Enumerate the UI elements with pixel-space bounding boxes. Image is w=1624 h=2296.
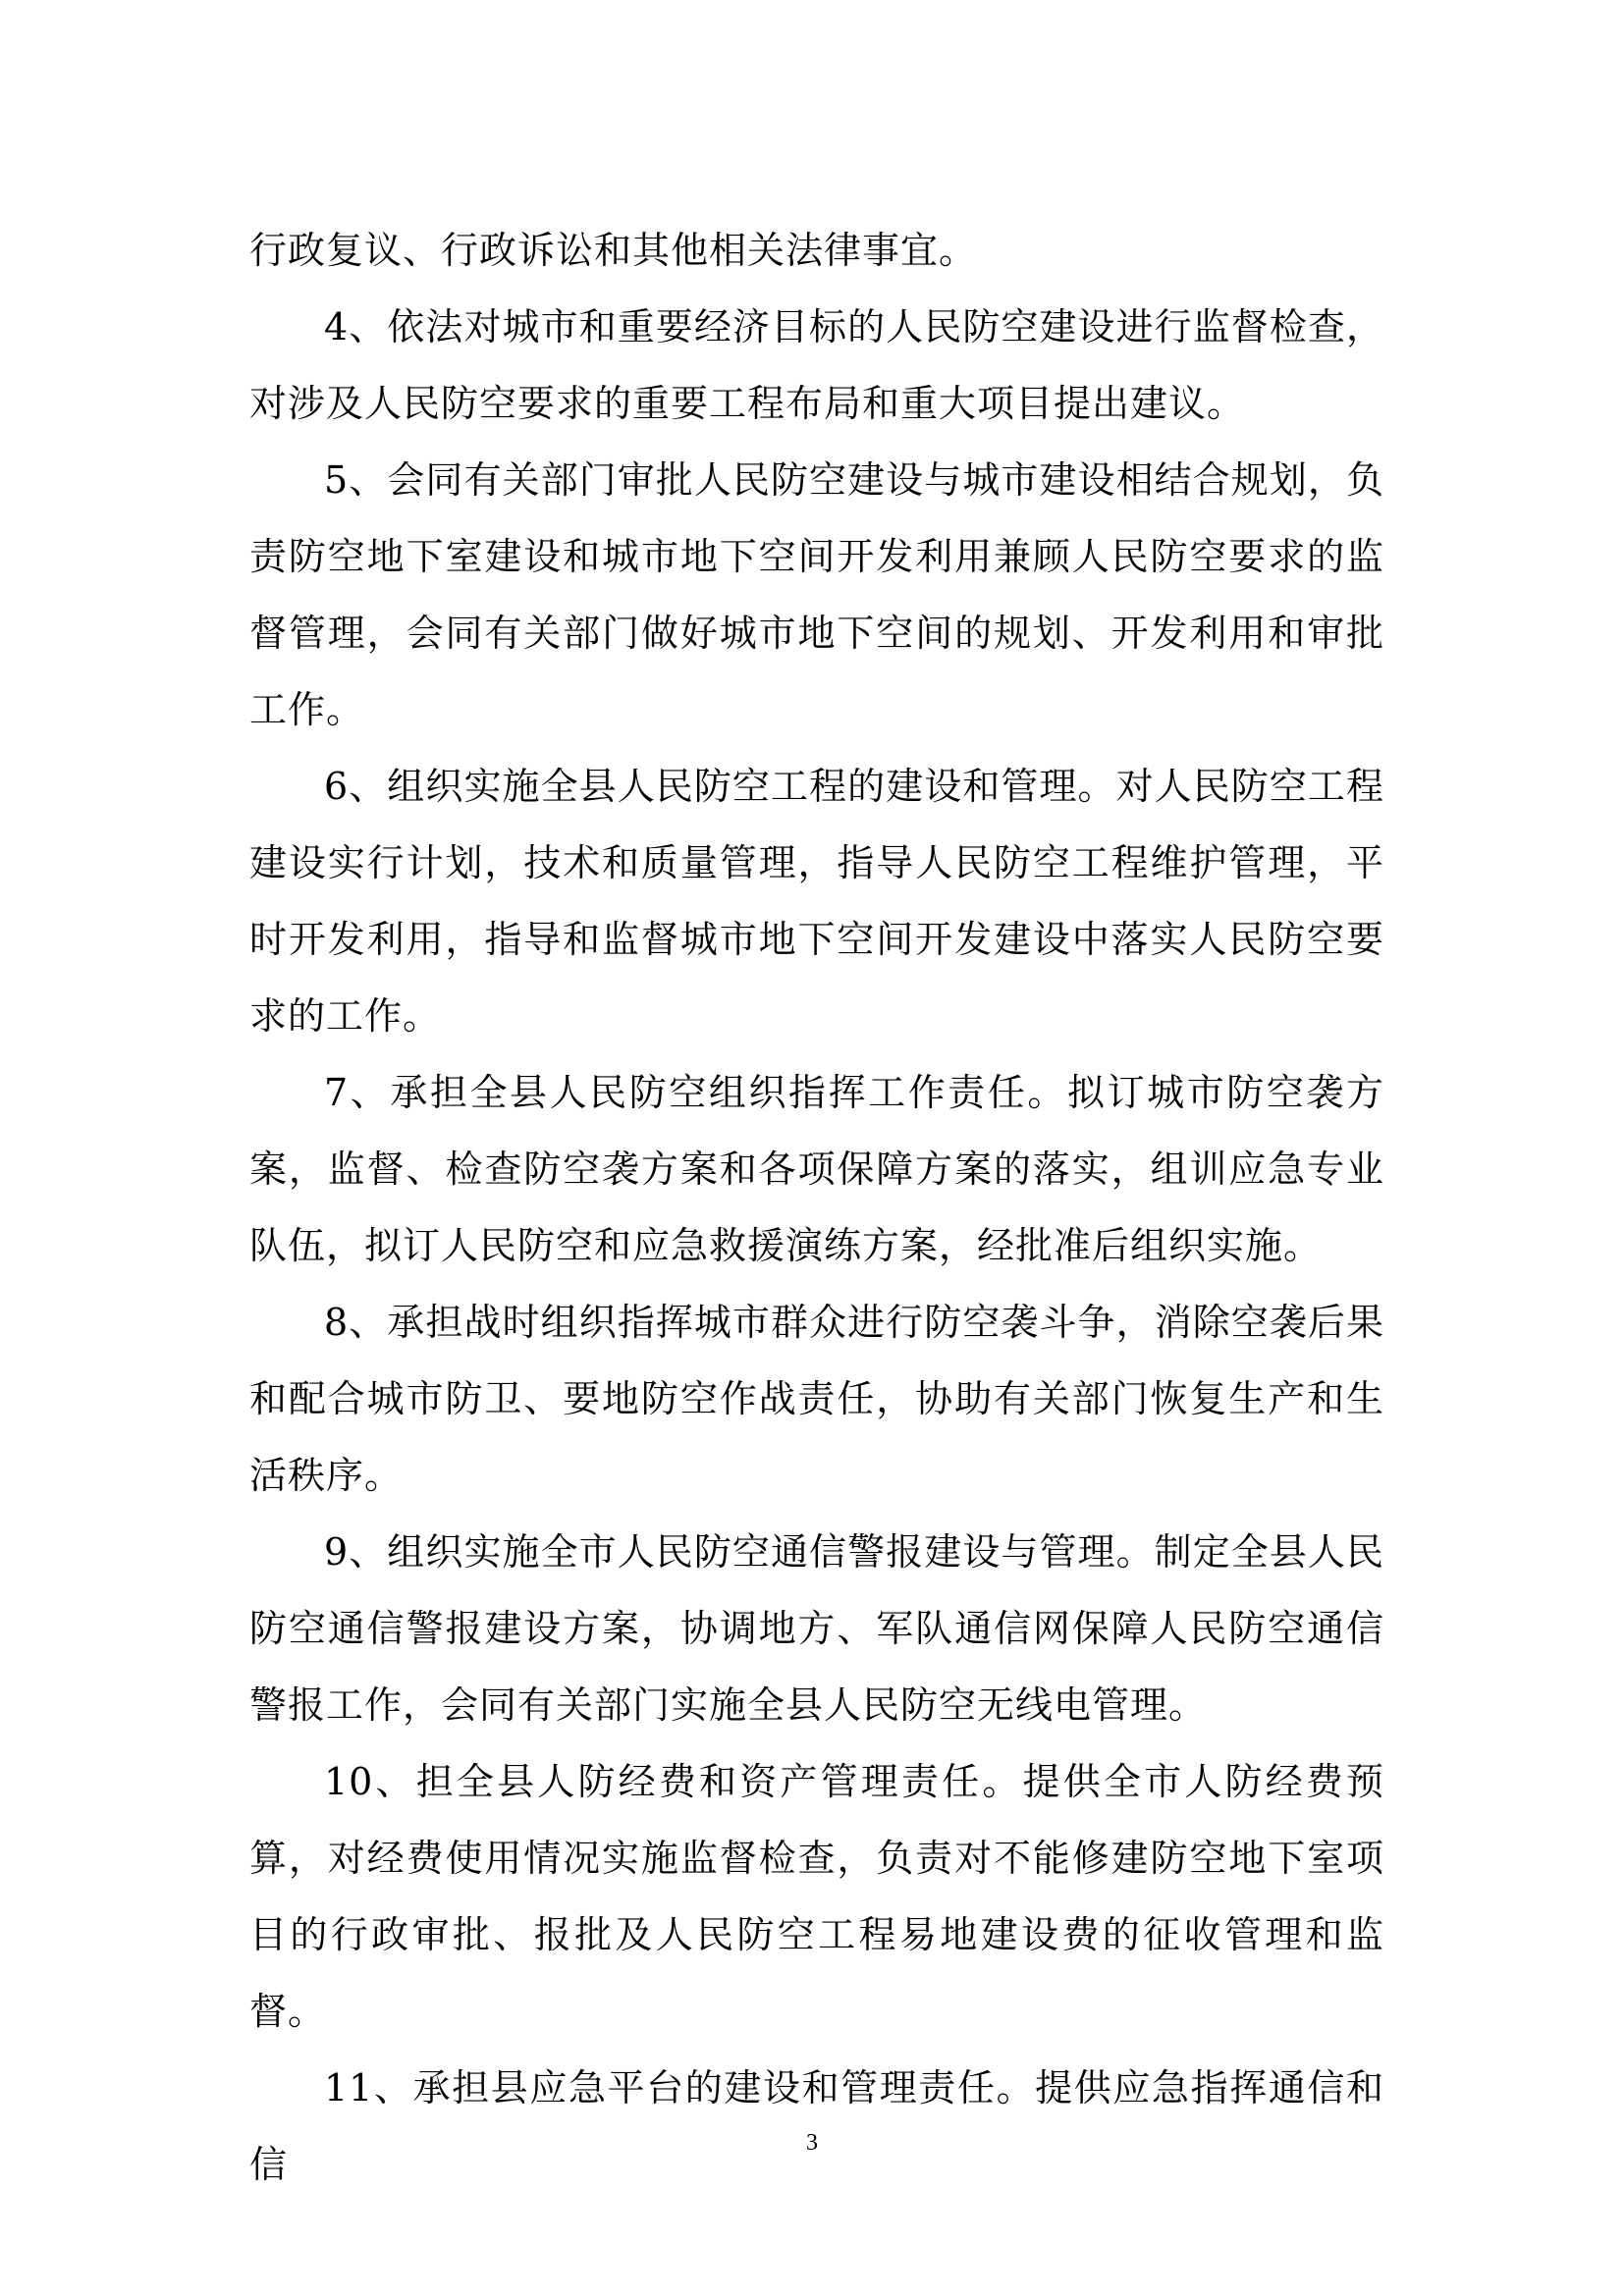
document-body [249, 212, 1384, 2203]
paragraph-item-10: 10、担全县人防经费和资产管理责任。提供全市人防经费预算，对经费使用情况实施监督检查，负责对不能修建防空地下室项目的行政审批、报批及人民防空工程易地建设费的征收管理和监督。 [249, 1760, 1384, 2033]
paragraph-item-8: 8、承担战时组织指挥城市群众进行防空袭斗争，消除空袭后果和配合城市防卫、要地防空作战责任，协助有关部门恢复生产和生活秩序。 [249, 1301, 1384, 1497]
paragraph-item-6: 6、组织实施全县人民防空工程的建设和管理。对人民防空工程建设实行计划，技术和质量管理，指导人民防空工程维护管理，平时开发利用，指导和监督城市地下空间开发建设中落实人民防空要求的工作。 [249, 765, 1384, 1038]
paragraph-item-5: 5、会同有关部门审批人民防空建设与城市建设相结合规划，负责防空地下室建设和城市地下空间开发利用兼顾人民防空要求的监督管理，会同有关部门做好城市地下空间的规划、开发利用和审批工作。 [249, 458, 1384, 731]
page-number: 3 [806, 2130, 818, 2156]
paragraph-item-7: 7、承担全县人民防空组织指挥工作责任。拟订城市防空袭方案，监督、检查防空袭方案和各项保障方案的落实，组训应急专业队伍，拟订人民防空和应急救援演练方案，经批准后组织实施。 [249, 1071, 1384, 1267]
paragraph-continuation: 行政复议、行政诉讼和其他相关法律事宜。 [249, 229, 978, 272]
paragraph-item-9: 9、组织实施全市人民防空通信警报建设与管理。制定全县人民防空通信警报建设方案，协调地方、军队通信网保障人民防空通信警报工作，会同有关部门实施全县人民防空无线电管理。 [249, 1530, 1384, 1727]
paragraph-item-11: 11、承担县应急平台的建设和管理责任。提供应急指挥通信和信 [249, 2066, 1384, 2186]
paragraph-item-4: 4、依法对城市和重要经济目标的人民防空建设进行监督检查，对涉及人民防空要求的重要工程布局和重大项目提出建议。 [249, 305, 1384, 425]
